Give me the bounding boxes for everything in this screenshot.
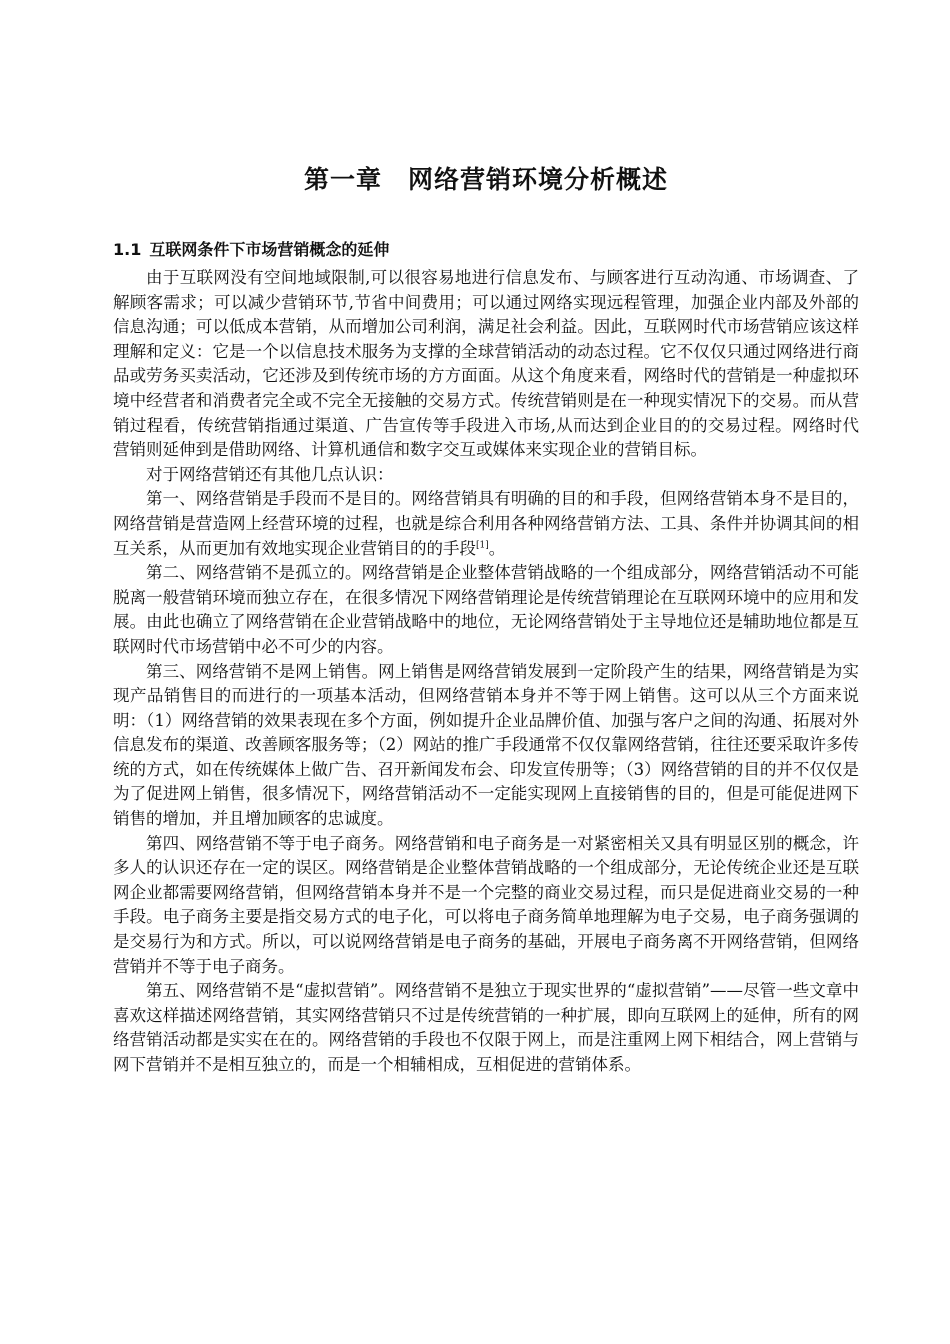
paragraph-point-5: 第五、网络营销不是“虚拟营销”。网络营销不是独立于现实世界的“虚拟营销”——尽管一些文章中喜欢这样描述网络营销，其实网络营销只不过是传统营销的一种扩展，即向互联网上的延伸，所有的网络营销活动都是实实在在的。网络营销的手段也不仅限于网上，而是注重网上网下相结合，网上营销与网下营销并不是相互独立的，而是一个相辅相成，互相促进的营销体系。 (113, 981, 859, 1074)
paragraph-point-4: 第四、网络营销不等于电子商务。网络营销和电子商务是一对紧密相关又具有明显区别的概念，许多人的认识还存在一定的误区。网络营销是企业整体营销战略的一个组成部分，无论传统企业还是互联网企业都需要网络营销，但网络营销本身并不是一个完整的商业交易过程，而只是促进商业交易的一种手段。电子商务主要是指交易方式的电子化，可以将电子商务简单地理解为电子交易，电子商务强调的是交易行为和方式。所以，可以说网络营销是电子商务的基础，开展电子商务离不开网络营销，但网络营销并不等于电子商务。 (113, 833, 859, 976)
paragraph-point-3: 第三、网络营销不是网上销售。网上销售是网络营销发展到一定阶段产生的结果，网络营销是为实现产品销售目的而进行的一项基本活动，但网络营销本身并不等于网上销售。这可以从三个方面来说明：（1）网络营销的效果表现在多个方面，例如提升企业品牌价值、加强与客户之间的沟通、拓展对外信息发布的渠道、改善顾客服务等；（2）网站的推广手段通常不仅仅靠网络营销，往往还要采取许多传统的方式，如在传统媒体上做广告、召开新闻发布会、印发宣传册等；（3）网络营销的目的并不仅仅是为了促进网上销售，很多情况下，网络营销活动不一定能实现网上直接销售的目的，但是可能促进网下销售的增加，并且增加顾客的忠诚度。 (113, 661, 859, 829)
paragraph-point-1-end: 。 (488, 538, 506, 558)
chapter-title: 第一章 网络营销环境分析概述 (303, 165, 668, 194)
paragraph-intro: 由于互联网没有空间地域限制,可以很容易地进行信息发布、与顾客进行互动沟通、市场调查、了解顾客需求；可以减少营销环节,节省中间费用；可以通过网络实现远程管理，加强企业内部及外部的信息沟通；可以低成本营销，从而增加公司利润，满足社会利益。因此，互联网时代市场营销应该这样理解和定义：它是一个以信息技术服务为支撑的全球营销活动的动态过程。它不仅仅只通过网络进行商品或劳务买卖活动，它还涉及到传统市场的方方面面。从这个角度来看，网络时代的营销是一种虚拟环境中经营者和消费者完全或不完全无接触的交易方式。传统营销则是在一种现实情况下的交易。而从营销过程看，传统营销指通过渠道、广告宣传等手段进入市场,从而达到企业目的的交易过程。网络时代营销则延伸到是借助网络、计算机通信和数字交互或媒体来实现企业的营销目标。 (113, 268, 859, 460)
section-heading (113, 240, 859, 260)
paragraph-point-1-text: 第一、网络营销是手段而不是目的。网络营销具有明确的目的和手段，但网络营销本身不是目的，网络营销是营造网上经营环境的过程，也就是综合利用各种网络营销方法、工具、条件并协调其间的相互关系，从而更加有效地实现企业营销目的的手段 (113, 489, 859, 558)
document-page (113, 150, 859, 1078)
paragraph-other-views: 对于网络营销还有其他几点认识： (146, 464, 394, 484)
citation-ref[interactable]: [1] (476, 540, 489, 551)
section-title: 互联网条件下市场营销概念的延伸 (149, 240, 390, 259)
paragraph-point-2: 第二、网络营销不是孤立的。网络营销是企业整体营销战略的一个组成部分，网络营销活动不可能脱离一般营销环境而独立存在，在很多情况下网络营销理论是传统营销理论在互联网环境中的应用和发展。由此也确立了网络营销在企业营销战略中的地位，无论网络营销处于主导地位还是辅助地位都是互联网时代市场营销中必不可少的内容。 (113, 563, 859, 656)
section-number: 1.1 (113, 240, 142, 259)
paragraph-point-1 (113, 487, 859, 561)
